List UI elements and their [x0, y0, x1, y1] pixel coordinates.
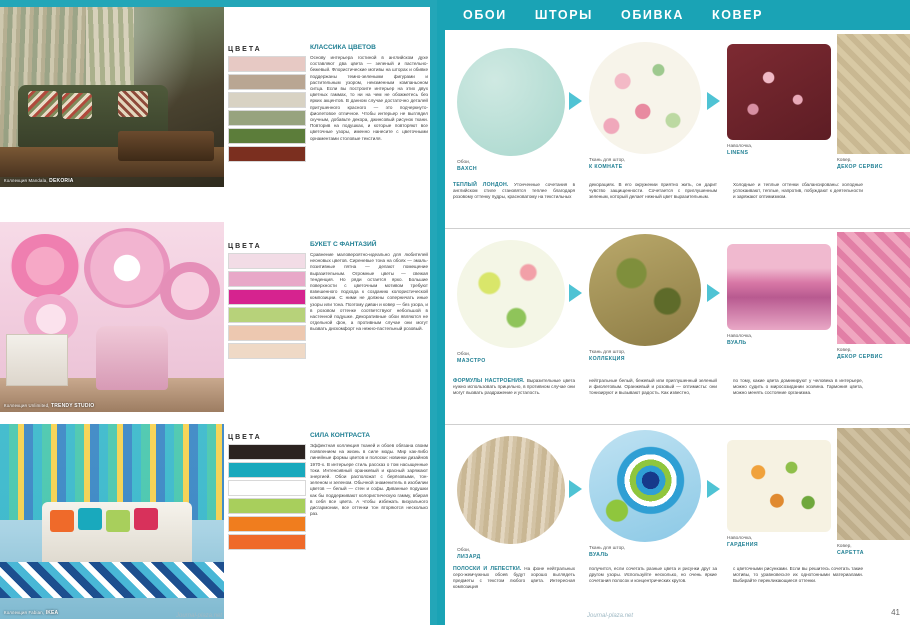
flower-shape [10, 234, 80, 298]
nav-item-upholstery[interactable]: ОБИВКА [621, 8, 684, 22]
sample-label [589, 350, 625, 362]
photo-caption-collection: Коллекция Fabian, [4, 610, 45, 615]
swatch-list [228, 253, 304, 359]
rug-swatch [837, 34, 910, 154]
swatch-chip [228, 253, 306, 269]
photo-living-room-classic [0, 7, 224, 187]
row2-rug-sample[interactable] [837, 232, 910, 360]
photo-floral-wall [0, 222, 224, 412]
swatch-chip [228, 480, 306, 496]
arrow-icon [707, 92, 720, 110]
row1-wallpaper-sample[interactable] [457, 48, 565, 172]
row2-caption-3 [733, 378, 863, 396]
row2-pillow-sample[interactable] [727, 244, 831, 346]
armchair-shape [96, 326, 168, 390]
swatch-panel-3 [228, 434, 304, 552]
photo-caption-collection: Коллекция Unlimited, [4, 403, 50, 408]
swatch-chip [228, 56, 306, 72]
sample-label [457, 548, 481, 560]
swatch-chip [228, 128, 306, 144]
article-body: Сравнение маловероятно-идеально для любителей неоновых цветов. Сиреневые тона на обоях — эмаль-позитивные пятна — делают помещение выразительным. Огромные цветы — свежая тенденция. Но ряди остается ярко. Большие поверхности с цветочным мотивом требуют взвешенного подхода к созданию колористической композиции. С ними не должны соперничать иные узоры или тона. Поэтому диван и ковер — без узора, и в розовом оттенке соответствуют небольшой в настенной подушке. Декоративные обои являются не отдельной фон, а противным случае они могут вызвать дискомфорт на нежно-пастельный розовый. [310, 252, 428, 332]
watermark-right: Journal-plaza.net [587, 613, 634, 619]
caption-text: На фоне нейтральных серо-жемчужных обоев будут хорошо выглядеть предметы с текстом любого цвета. Интересная композиция [453, 566, 575, 590]
sample-label-type: Наволочка, [727, 144, 753, 149]
sample-label-name: ВУАЛЬ [589, 552, 609, 558]
article-body: Основу интерьера гостиной в английском духе составляют два цвета — зеленый и пастельно-бежевый. Флористические мотивы на шторах и обивке поддержаны темно-зелеными фигурами и растительным узором, неизменным компаньоном ситца. Если вы построите интерьер на этих двух цветных гаммах, то ни на чем не обожжетесь без ярких акцентов. В данном случае достаточно деталей притушенного красного — это подчеркнуто-фиолетовое отличное. Чтобы интерьер не выглядел скучным, добавьте декора, джинсовый рисунок ткани. Повторив на подушках, и которые повторяют все цветочные узоры, именно нанесите с цветочными орнаментами столовые текстиля. [310, 55, 428, 141]
swatch-chip [228, 444, 306, 460]
row3-wallpaper-sample[interactable] [457, 436, 565, 560]
watermark-left: Journal-plaza.net [176, 613, 223, 619]
sample-label-type: Обои, [457, 352, 471, 357]
swatch-panel-title: ЦВЕТА [228, 46, 262, 53]
row3-caption-1 [453, 566, 575, 590]
sample-label [837, 544, 864, 556]
row1-curtain-sample[interactable] [589, 42, 701, 170]
caption-text: получится, если сочетать разные цвета и рисунки друг за другом узоры. Используйте несколько, но очень яркие сочетания полосок и концентрических кругов. [589, 566, 717, 584]
article-title: КЛАССИКА ЦВЕТОВ [310, 44, 376, 51]
wallpaper-swatch-circle [457, 48, 565, 156]
row2-caption-1 [453, 378, 575, 396]
caption-text: по тому, какие цвета доминируют у человека в интерьере, можно судить о миросозидании хозяина. Гармония цвета, можно менять состояние организма. [733, 378, 863, 396]
caption-lead: ФОРМУЛЫ НАСТРОЕНИЯ. [453, 378, 525, 384]
sample-label-name: МАЭСТРО [457, 358, 486, 364]
flower-shape [160, 262, 220, 320]
sample-label-name: LINENS [727, 150, 749, 156]
row1-caption-3 [733, 182, 863, 200]
sample-label [727, 334, 752, 346]
arrow-icon [707, 284, 720, 302]
cushion-shape [118, 91, 148, 117]
sample-label-name: ВАХСН [457, 166, 477, 172]
sample-label-name: ВУАЛЬ [727, 340, 747, 346]
sample-label-type: Ткань для штор, [589, 158, 626, 163]
cushion-shape [106, 510, 130, 532]
right-page [437, 0, 910, 625]
left-page-top-rule [0, 0, 437, 7]
swatch-panel-title: ЦВЕТА [228, 434, 262, 441]
sample-label-type: Ковер, [837, 348, 852, 353]
arrow-icon [569, 284, 582, 302]
caption-text: с цветочными рисунками. Если вы решитесь сочетать такие мотивы, то уравновесьте их однотонными материалами. Выбирайте перекликающиеся оттенки. [733, 566, 863, 584]
photo-colorful-room [0, 424, 224, 619]
sample-label-name: ЛИЗАРД [457, 554, 481, 560]
swatch-chip [228, 498, 306, 514]
swatch-list [228, 56, 304, 162]
row1-pillow-sample[interactable] [727, 44, 831, 156]
row2-caption-2 [589, 378, 717, 396]
page-number: 41 [891, 608, 900, 617]
right-page-edge-rule [437, 0, 445, 625]
photo-caption [4, 610, 58, 616]
caption-text: декорациях. В его окружении приятно жить, он дарит чувство защищенности. Сочетается с приглушенным зеленым, который делает нежный цвет выразительным. [589, 182, 717, 200]
wallpaper-swatch-circle [457, 240, 565, 348]
curtain-swatch-circle [589, 430, 701, 542]
arrow-icon [569, 480, 582, 498]
sample-label-type: Ткань для штор, [589, 350, 626, 355]
rug-swatch [837, 232, 910, 344]
arrow-icon [707, 480, 720, 498]
swatch-chip [228, 462, 306, 478]
cushion-shape [28, 91, 58, 117]
swatch-panel-1 [228, 46, 304, 164]
row2-curtain-sample[interactable] [589, 234, 701, 362]
article-title: БУКЕТ С ФАНТАЗИЙ [310, 241, 377, 248]
sample-label-type: Наволочка, [727, 334, 753, 339]
left-page [0, 0, 437, 625]
dresser-shape [6, 334, 68, 386]
sample-label-type: Обои, [457, 548, 471, 553]
row1-caption-1 [453, 182, 575, 200]
caption-text: Холодные и теплые оттенки сбалансированы: холодные успокаивают, теплые, напротив, побуждают к деятельности и заряжают оптимизмом. [733, 182, 863, 200]
article-1 [310, 44, 428, 142]
sample-label-type: Обои, [457, 160, 471, 165]
sample-label [457, 160, 477, 172]
row3-pillow-sample[interactable] [727, 440, 831, 548]
nav-item-curtains[interactable]: ШТОРЫ [534, 8, 594, 22]
photo-caption-brand: IKEA [45, 610, 59, 616]
swatch-chip [228, 516, 306, 532]
swatch-chip [228, 325, 306, 341]
sample-label-type: Ковер, [837, 544, 852, 549]
swatch-chip [228, 343, 306, 359]
swatch-chip [228, 307, 306, 323]
nav-item-rug[interactable]: КОВЕР [712, 8, 764, 22]
row-divider [445, 228, 910, 229]
swatch-chip [228, 289, 306, 305]
coffee-table-shape [118, 131, 214, 161]
photo-caption-brand: DEKORIA [49, 178, 74, 184]
photo-caption [4, 178, 74, 184]
pillow-swatch [727, 440, 831, 532]
row1-rug-sample[interactable] [837, 34, 910, 170]
swatch-panel-title: ЦВЕТА [228, 243, 262, 250]
row3-caption-3 [733, 566, 863, 584]
sample-label [589, 158, 625, 170]
sample-label-type: Ткань для штор, [589, 546, 626, 551]
curtain-swatch-circle [589, 42, 701, 154]
sample-label-type: Наволочка, [727, 536, 753, 541]
row3-caption-2 [589, 566, 717, 584]
caption-lead: ПОЛОСКИ И ЛЕПЕСТКИ. [453, 566, 522, 572]
swatch-chip [228, 74, 306, 90]
swatch-chip [228, 146, 306, 162]
cushion-shape [62, 93, 92, 119]
sample-label [837, 348, 883, 360]
curtain-swatch-circle [589, 234, 701, 346]
cushion-shape [78, 508, 102, 530]
row-divider [445, 424, 910, 425]
swatch-panel-2 [228, 243, 304, 361]
article-2 [310, 241, 428, 333]
rug-swatch [837, 428, 910, 540]
swatch-chip [228, 271, 306, 287]
photo-caption [4, 403, 94, 409]
row2-wallpaper-sample[interactable] [457, 240, 565, 364]
pillow-swatch [727, 44, 831, 140]
nav-item-wallpaper[interactable]: ОБОИ [463, 8, 507, 22]
sample-label-name: ДЕКОР СЕРВИС [837, 164, 883, 170]
photo-caption-collection: Коллекция Mandala, [4, 178, 48, 183]
sample-label [837, 158, 883, 170]
cushion-shape [50, 510, 74, 532]
pillow-swatch [727, 244, 831, 330]
sample-label-name: ДЕКОР СЕРВИС [837, 354, 883, 360]
sample-label-name: ГАРДЕНИЯ [727, 542, 759, 548]
cushion-shape [134, 508, 158, 530]
sample-label [727, 144, 752, 156]
sample-label [727, 536, 758, 548]
swatch-list [228, 444, 304, 550]
rug-pattern [0, 562, 224, 598]
wallpaper-swatch-circle [457, 436, 565, 544]
row3-rug-sample[interactable] [837, 428, 910, 556]
left-page-edge-rule [430, 0, 437, 625]
row1-caption-2 [589, 182, 717, 200]
article-title: СИЛА КОНТРАСТА [310, 432, 371, 439]
sample-label-type: Ковер, [837, 158, 852, 163]
caption-text: Утонченные сочетания в английском стиле становятся теплее благодаря розовому оттенку пудры, красноватому на текстильных [453, 182, 576, 200]
category-nav [445, 0, 910, 30]
caption-text: Выразительные цвета нужно использовать прицельно, в противном случае они могут вызвать раздражение и усталость. [453, 378, 576, 396]
flower-shape [84, 228, 170, 308]
row3-curtain-sample[interactable] [589, 430, 701, 558]
caption-lead: ТЕПЛЫЙ ЛОНДОН. [453, 182, 509, 188]
swatch-chip [228, 110, 306, 126]
swatch-chip [228, 92, 306, 108]
swatch-chip [228, 534, 306, 550]
sample-label [589, 546, 625, 558]
photo-caption-brand: TRENDY STUDIO [50, 403, 95, 409]
sample-label-name: КОЛЛЕКЦИЯ [589, 356, 625, 362]
sample-label-name: САРЕТТА [837, 550, 864, 556]
article-body: Эффектная коллекция тканей и обоев обязана своим появлением на жизнь в силе моды. Мир как-либо линейные формы цветов и полоски: новинки дизайнов 1970-х. В интерьере стиль рассказ о том насыщенные токи. Интенсивный оранжевый и красный заряжают энергией. Обои расположат с берёзовыми, тон-зеленом и зеленом. Обычной знаменитель в изобилии цветов — белый — стен и софы. Диванные подушки как бы поддерживают колористическую гамму, вбирая в себя все цвета. А чтобы избежать визуального дисгармонии, все оттенки тон вторяются несколько раз. [310, 443, 428, 517]
sample-label [457, 352, 486, 364]
article-3 [310, 432, 428, 517]
caption-text: нейтральные белый, бежевый или приглушенный зеленый и фиолетовым. Оранжевый и розовый — оптимисты: они тонизируют и вызывают радость. Как известно, [589, 378, 717, 396]
arrow-icon [569, 92, 582, 110]
sample-label-name: К КОМНАТЕ [589, 164, 623, 170]
